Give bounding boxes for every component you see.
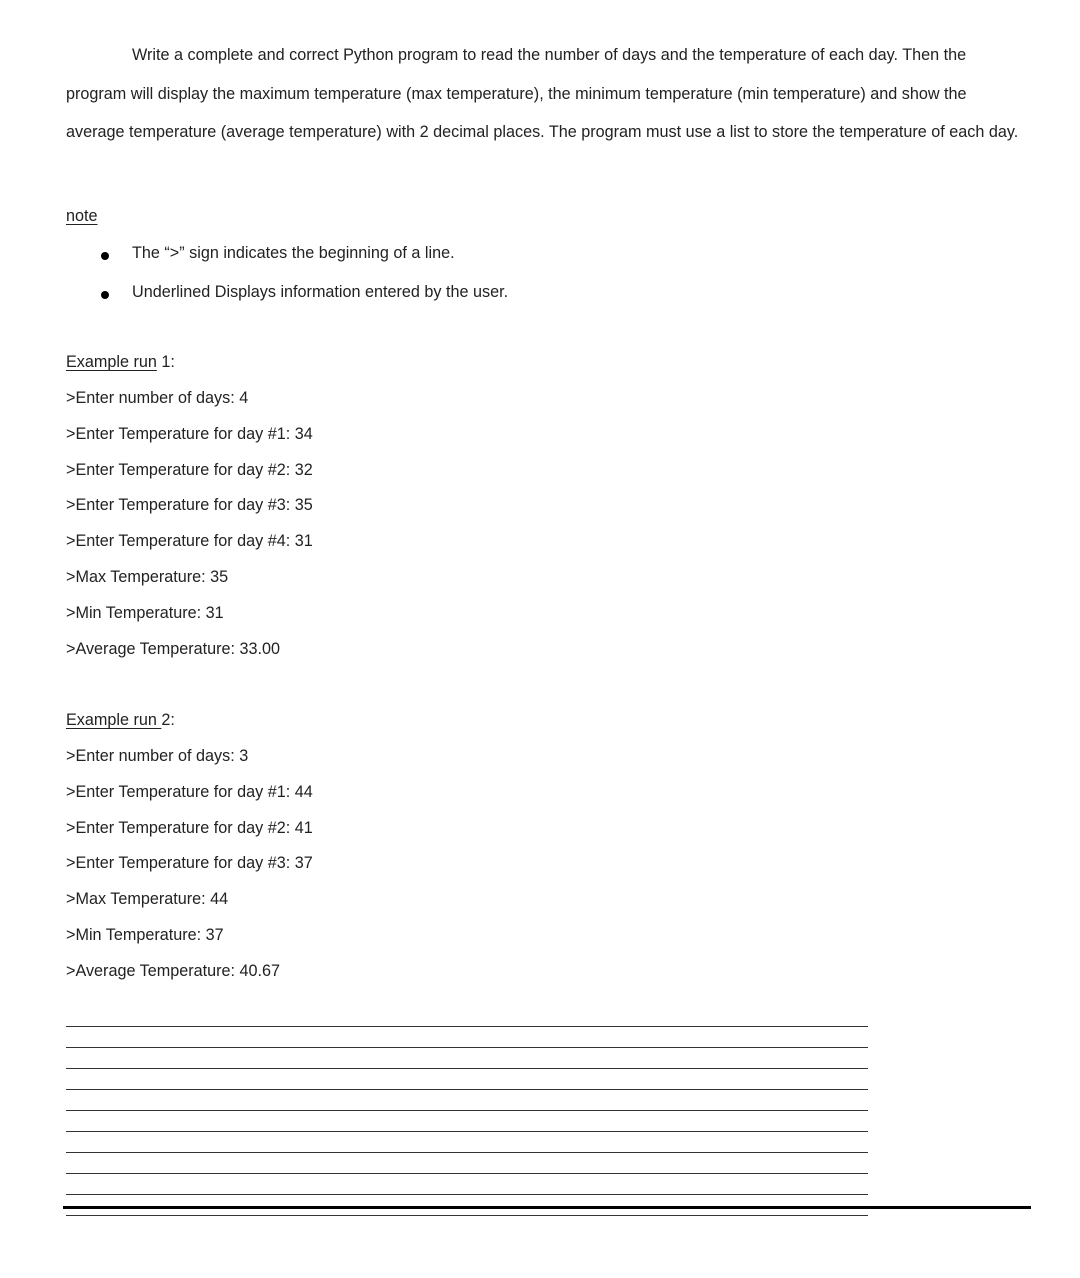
- example-run-1-line: >Enter Temperature for day #1: 34: [66, 424, 313, 443]
- example-run-2-line: >Enter Temperature for day #3: 37: [66, 854, 313, 873]
- note-label: note: [66, 207, 98, 225]
- answer-line: [66, 1048, 868, 1069]
- example-run-1-line: >Max Temperature: 35: [66, 567, 229, 586]
- answer-line: [66, 1153, 868, 1174]
- example-run-2-line: >Max Temperature: 44: [66, 890, 229, 909]
- answer-line: [66, 1006, 868, 1027]
- example-run-2-line: >Min Temperature: 37: [66, 925, 224, 944]
- example-run-2-heading: [66, 711, 313, 747]
- instructions-paragraph: Write a complete and correct Python program to read the number of days and the temperature of each day. Then the program will display the maximum temperature (max temperature), the minimum temperature (min temperature) and show the average temperature (average temperature) with 2 decimal places. The program must use a list to store the temperature of each day.: [66, 46, 1019, 141]
- answer-line: [66, 1069, 868, 1090]
- example-run-2: [66, 711, 313, 998]
- answer-line: [66, 1132, 868, 1153]
- answer-line: [66, 1027, 868, 1048]
- example-run-1-heading-underlined: Example run: [66, 353, 157, 371]
- answer-lines: [66, 1006, 868, 1216]
- example-run-1-line: >Enter Temperature for day #2: 32: [66, 460, 313, 479]
- document-page: [66, 0, 1026, 1278]
- example-run-1-line: >Average Temperature: 33.00: [66, 639, 281, 658]
- answer-line: [66, 1090, 868, 1111]
- example-run-2-line: >Enter Temperature for day #1: 44: [66, 782, 313, 801]
- bottom-rule: [63, 1206, 1031, 1209]
- example-run-2-heading-underlined: Example run: [66, 711, 162, 729]
- example-run-1-heading-rest: 1:: [156, 353, 175, 371]
- example-run-2-line: >Average Temperature: 40.67: [66, 961, 281, 980]
- answer-line: [66, 1174, 868, 1195]
- bullet-icon: [101, 252, 109, 260]
- bullet-icon: [101, 291, 109, 299]
- example-run-1: [66, 353, 313, 675]
- note-item-text: The “>” sign indicates the beginning of a line.: [132, 244, 455, 262]
- example-run-1-line: >Min Temperature: 31: [66, 603, 224, 622]
- example-run-2-line: >Enter Temperature for day #2: 41: [66, 818, 313, 837]
- example-run-1-line: >Enter number of days: 4: [66, 389, 249, 407]
- answer-line: [66, 1111, 868, 1132]
- example-run-1-heading: [66, 353, 313, 389]
- note-item-text: Underlined Displays information entered by the user.: [132, 282, 509, 301]
- example-run-1-line: >Enter Temperature for day #4: 31: [66, 532, 313, 551]
- example-run-1-line: >Enter Temperature for day #3: 35: [66, 496, 313, 515]
- example-run-2-heading-rest: 2:: [161, 711, 175, 729]
- example-run-2-line: >Enter number of days: 3: [66, 747, 249, 765]
